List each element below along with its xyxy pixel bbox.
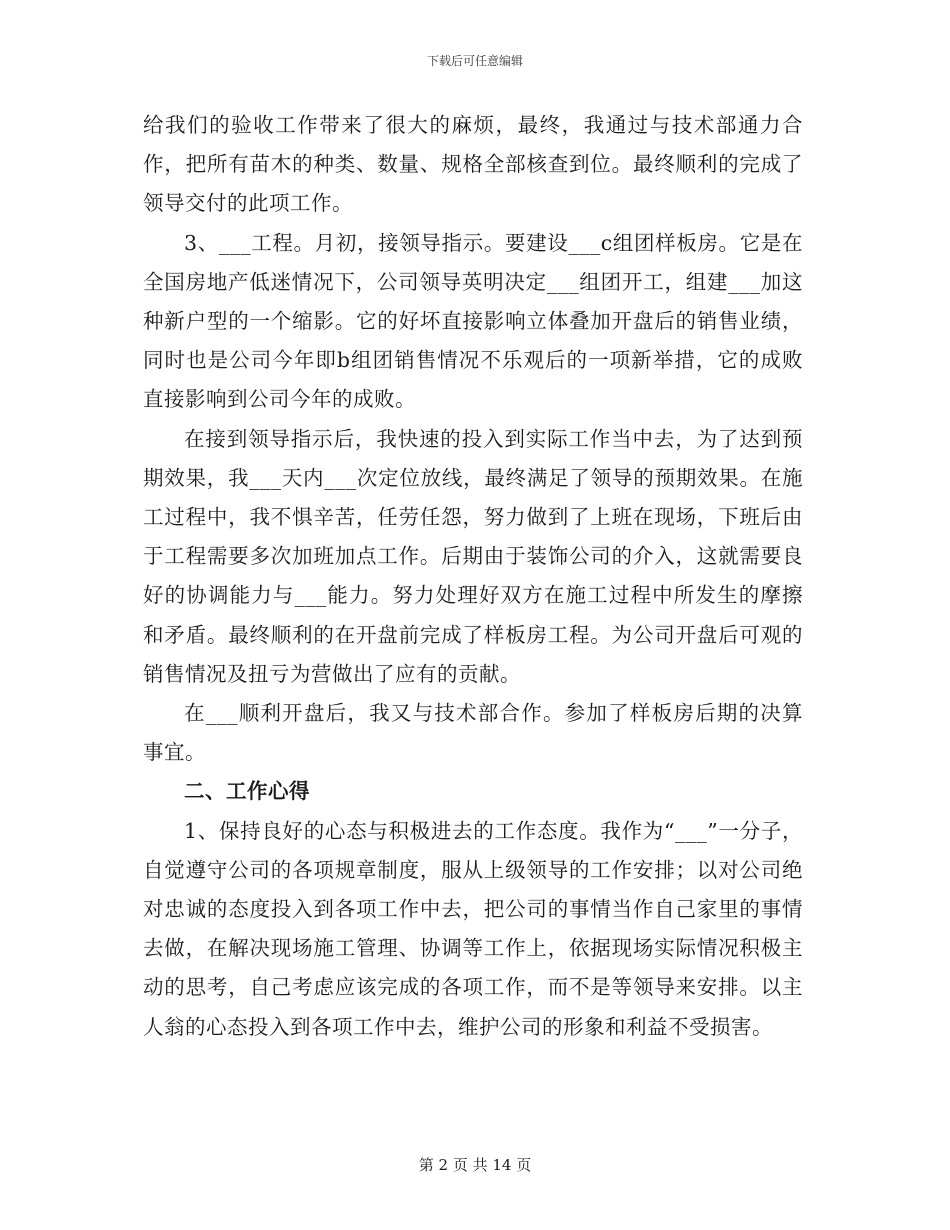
section-heading-work-experience: 二、工作心得: [184, 779, 310, 804]
page-header: 下载后可任意编辑: [426, 54, 523, 68]
paragraph-construction: 在接到领导指示后，我快速的投入到实际工作当中去，为了达到预期效果，我___天内___次定位放线，最终满足了领导的预期效果。在施工过程中，我不惧辛苦，任劳任怨，努力做到了上班在现场，下班后由于工程需要多次加班加点工作。后期由于装饰公司的介入，这就需要良好的协调能力与___能力。努力处理好双方在施工过程中所发生的摩擦和矛盾。最终顺利的在开盘前完成了样板房工程。为公司开盘后可观的销售情况及扭亏为营做出了应有的贡献。: [143, 426, 803, 686]
document-body: [143, 106, 803, 1047]
page-number: 第 2 页 共 14 页: [418, 1156, 532, 1174]
paragraph-opening: 在___顺利开盘后，我又与技术部合作。参加了样板房后期的决算事宜。: [143, 701, 803, 765]
paragraph-project-3: 3、___工程。月初，接领导指示。要建设___c组团样板房。它是在全国房地产低迷情况下，公司领导英明决定___组团开工，组建___加这种新户型的一个缩影。它的好坏直接影响立体叠加开盘后的销售业绩，同时也是公司今年即b组团销售情况不乐观后的一项新举措，它的成败直接影响到公司今年的成败。: [143, 230, 803, 412]
paragraph-continuation: 给我们的验收工作带来了很大的麻烦，最终，我通过与技术部通力合作，把所有苗木的种类、数量、规格全部核查到位。最终顺利的完成了领导交付的此项工作。: [143, 113, 803, 216]
paragraph-attitude: 1、保持良好的心态与积极进去的工作态度。我作为“___”一分子，自觉遵守公司的各项规章制度，服从上级领导的工作安排；以对公司绝对忠诚的态度投入到各项工作中去，把公司的事情当作自己家里的事情去做，在解决现场施工管理、协调等工作上，依据现场实际情况积极主动的思考，自己考虑应该完成的各项工作，而不是等领导来安排。以主人翁的心态投入到各项工作中去，维护公司的形象和利益不受损害。: [143, 818, 803, 1039]
